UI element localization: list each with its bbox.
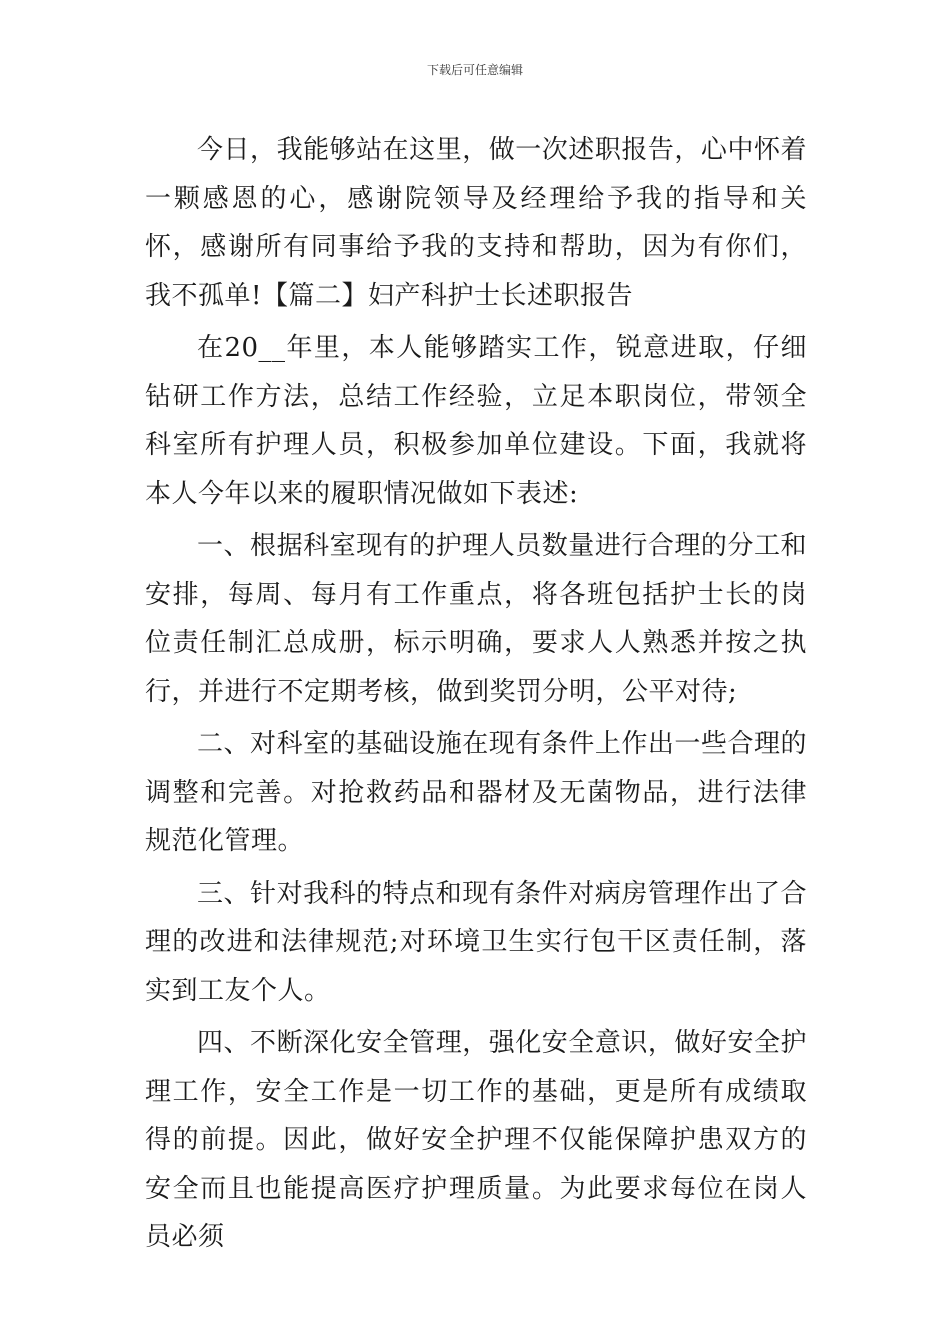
paragraph-item-four: 四、不断深化安全管理，强化安全意识，做好安全护理工作，安全工作是一切工作的基础，更是所有成绩取得的前提。因此，做好安全护理不仅能保障护患双方的安全而且也能提高医疗护理质量。为此要求每位在岗人员必须 — [145, 1028, 807, 1252]
paragraph-closing-remarks: 今日，我能够站在这里，做一次述职报告，心中怀着一颗感恩的心，感谢院领导及经理给予我的指导和关怀，感谢所有同事给予我的支持和帮助，因为有你们，我不孤单!【篇二】妇产科护士长述职报告 — [145, 135, 807, 311]
paragraph-introduction: 在20__年里，本人能够踏实工作，锐意进取，仔细钻研工作方法，总结工作经验，立足本职岗位，带领全科室所有护理人员，积极参加单位建设。下面，我就将本人今年以来的履职情况做如下表述: — [145, 333, 807, 509]
page-header-note: 下载后可任意编辑 — [426, 63, 523, 77]
document-body — [145, 126, 807, 1266]
paragraph-item-three: 三、针对我科的特点和现有条件对病房管理作出了合理的改进和法律规范;对环境卫生实行包干区责任制，落实到工友个人。 — [145, 878, 807, 1006]
paragraph-item-one: 一、根据科室现有的护理人员数量进行合理的分工和安排，每周、每月有工作重点，将各班包括护士长的岗位责任制汇总成册，标示明确，要求人人熟悉并按之执行，并进行不定期考核，做到奖罚分明，公平对待; — [145, 531, 807, 707]
paragraph-item-two: 二、对科室的基础设施在现有条件上作出一些合理的调整和完善。对抢救药品和器材及无菌物品，进行法律规范化管理。 — [145, 729, 807, 856]
